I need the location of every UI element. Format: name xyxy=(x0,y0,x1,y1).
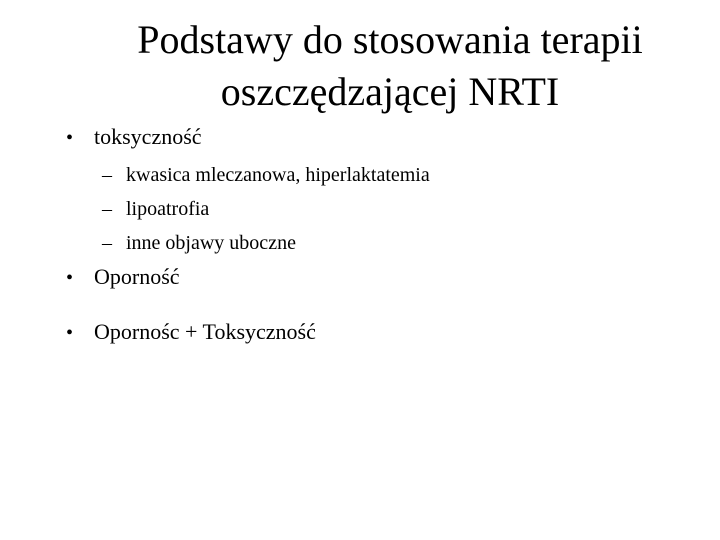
bullet-dot-icon: • xyxy=(66,127,74,149)
sub-item-inne-objawy: inne objawy uboczne xyxy=(126,232,296,254)
bullet-item-opornosc-toksycznosc: Opornośc + Toksyczność xyxy=(94,319,316,344)
slide-title-line-1: Podstawy do stosowania terapii xyxy=(137,17,643,62)
slide-title-line-2: oszczędzającej NRTI xyxy=(220,69,560,114)
sub-item-lipoatrofia: lipoatrofia xyxy=(126,198,210,220)
bullet-item-toksycznosc: toksyczność xyxy=(94,124,202,149)
bullet-item-opornosc: Oporność xyxy=(94,264,180,289)
bullet-dot-icon: • xyxy=(66,322,74,344)
dash-icon: – xyxy=(102,232,112,254)
bullet-dot-icon: • xyxy=(66,267,74,289)
dash-icon: – xyxy=(102,164,112,186)
dash-icon: – xyxy=(102,198,112,220)
sub-item-kwasica: kwasica mleczanowa, hiperlaktatemia xyxy=(126,164,430,186)
